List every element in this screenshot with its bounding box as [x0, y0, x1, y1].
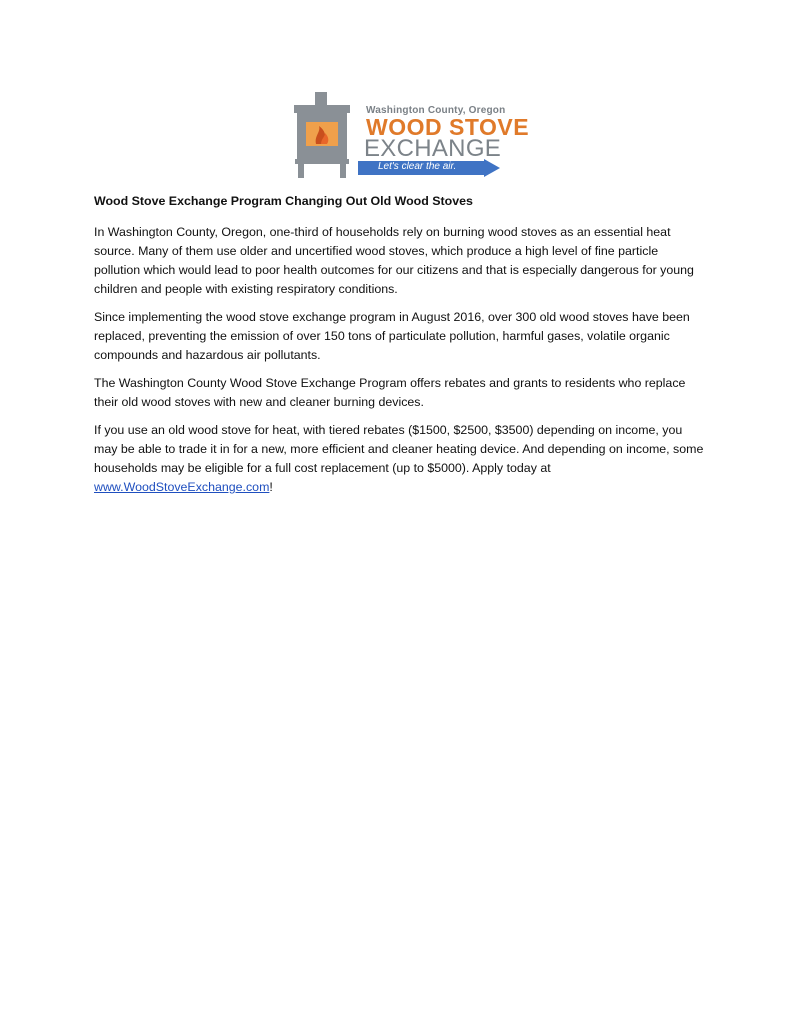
article-body: [94, 192, 704, 506]
apply-text: If you use an old wood stove for heat, with tiered rebates ($1500, $2500, $3500) depending on income, you may be able to trade it in for a new, more efficient and cleaner heating device. And depending on income, some households may be eligible for a full cost replacement (up to $5000). Apply today at: [94, 423, 704, 475]
logo-title: WOOD STOVE: [366, 114, 530, 140]
logo-exchange: EXCHANGE: [364, 135, 502, 162]
wood-stove-exchange-logo: [288, 92, 530, 178]
paragraph-program-results: Since implementing the wood stove exchange program in August 2016, over 300 old wood stoves have been replaced, preventing the emission of over 150 tons of particulate pollution, harmful gases, volatile organic compounds and hazardous air pollutants.: [94, 310, 690, 362]
website-link[interactable]: www.WoodStoveExchange.com: [94, 480, 270, 494]
article-heading: Wood Stove Exchange Program Changing Out Old Wood Stoves: [94, 194, 473, 208]
logo-subtitle: Washington County, Oregon: [366, 105, 506, 116]
logo-tagline: Let's clear the air.: [378, 161, 457, 172]
paragraph-households: In Washington County, Oregon, one-third of households rely on burning wood stoves as an essential heat source. Many of them use older and uncertified wood stoves, which produce a high level of fine particle pollution which would lead to poor health outcomes for our citizens and that is especially dangerous for young children and people with existing respiratory conditions.: [94, 225, 694, 296]
paragraph-rebates: The Washington County Wood Stove Exchange Program offers rebates and grants to residents who replace their old wood stoves with new and cleaner burning devices.: [94, 376, 686, 409]
apply-text-end: !: [269, 480, 273, 494]
wood-stove-icon: [288, 92, 360, 178]
paragraph-apply: [94, 421, 704, 497]
